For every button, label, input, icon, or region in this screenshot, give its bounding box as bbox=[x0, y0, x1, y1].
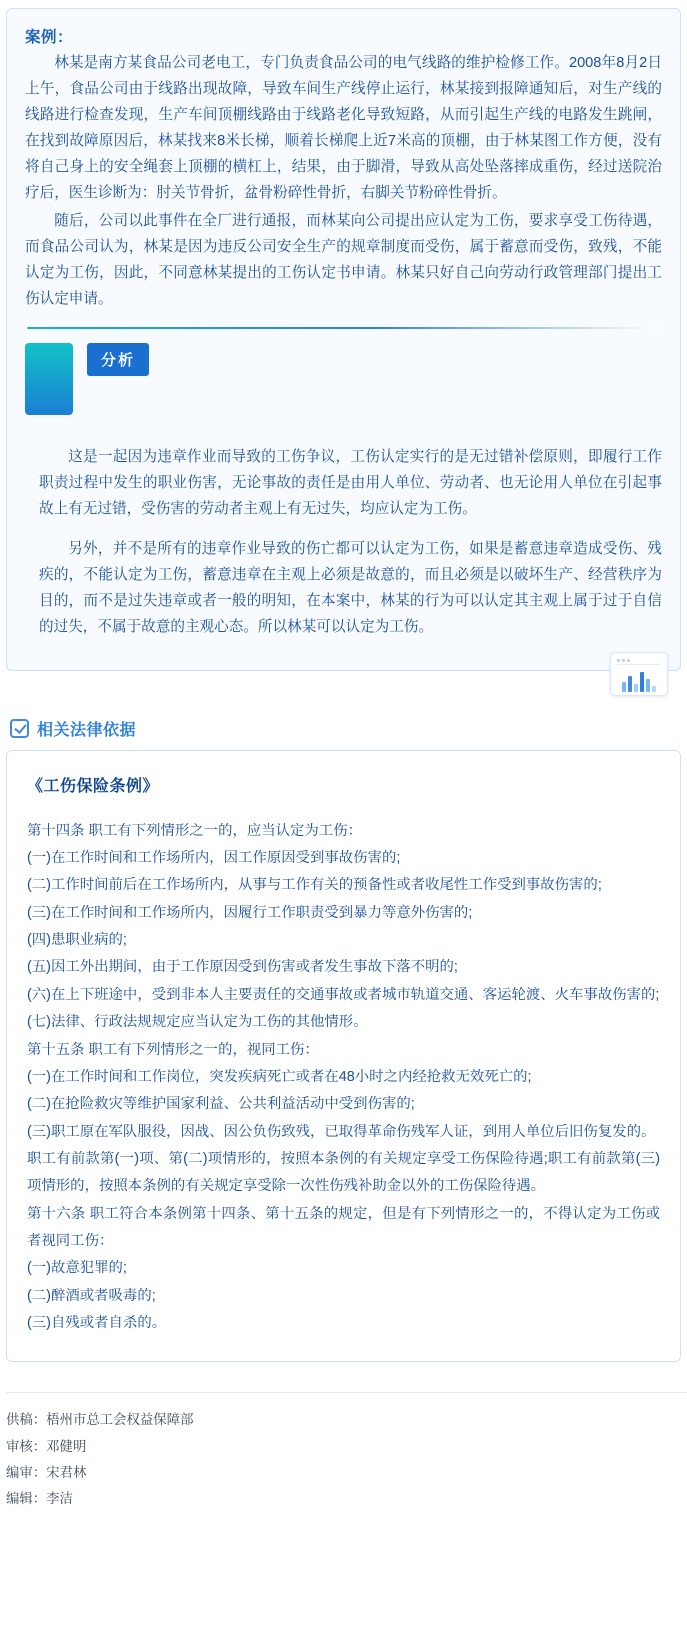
law-line: 第十五条 职工有下列情形之一的，视同工伤： bbox=[27, 1041, 319, 1058]
legal-card bbox=[6, 750, 681, 1363]
case-title: 案例： bbox=[25, 29, 74, 46]
analysis-paragraph: 另外，并不是所有的违章作业导致的伤亡都可以认定为工伤，如果是蓄意违章造成受伤、残疾的，不能认定为工伤，蓄意违章在主观上必须是故意的，而且必须是以破坏生产、经营秩序为目的，而不是过失违章或者一般的明知，在本案中，林某的行为可以认定其主观上属于过于自信的过失，不属于故意的主观心态。所以林某可以认定为工伤。 bbox=[39, 541, 662, 636]
legal-section-title: 相关法律依据 bbox=[37, 721, 137, 739]
law-line: (二)醉酒或者吸毒的; bbox=[27, 1287, 156, 1304]
chart-thumbnail-header bbox=[617, 658, 661, 665]
law-line: (一)在工作时间和工作场所内，因工作原因受到事故伤害的; bbox=[27, 850, 401, 867]
law-title: 《工伤保险条例》 bbox=[27, 777, 160, 795]
dot-icon bbox=[622, 659, 625, 662]
footer-line: 编审：宋君林 bbox=[6, 1464, 87, 1480]
law-line: (一)在工作时间和工作岗位，突发疾病死亡或者在48小时之内经抢救无效死亡的; bbox=[27, 1068, 532, 1085]
chart-bar bbox=[628, 676, 632, 692]
law-line: (七)法律、行政法规规定应当认定为工伤的其他情形。 bbox=[27, 1014, 368, 1031]
chart-bar bbox=[652, 686, 656, 692]
law-line: (五)因工外出期间，由于工作原因受到伤害或者发生事故下落不明的; bbox=[27, 959, 458, 976]
footer-line: 编辑：李洁 bbox=[6, 1490, 73, 1506]
chart-bar bbox=[634, 684, 638, 692]
law-line: (一)故意犯罪的; bbox=[27, 1260, 127, 1277]
analysis-paragraph: 这是一起因为违章作业而导致的工伤争议，工伤认定实行的是无过错补偿原则，即履行工作职责过程中发生的职业伤害，无论事故的责任是由用人单位、劳动者、也无论用人单位在引起事故上有无过错，受伤害的劳动者主观上有无过失，均应认定为工伤。 bbox=[39, 448, 662, 517]
case-card bbox=[6, 8, 681, 671]
law-line: (六)在上下班途中，受到非本人主要责任的交通事故或者城市轨道交通、客运轮渡、火车事故伤害的; bbox=[27, 986, 660, 1003]
section-divider bbox=[27, 327, 660, 329]
check-square-icon bbox=[10, 719, 29, 738]
footer-line: 供稿：梧州市总工会权益保障部 bbox=[6, 1412, 194, 1428]
chart-bar bbox=[646, 679, 650, 692]
law-line: (四)患职业病的; bbox=[27, 932, 127, 949]
case-paragraph: 林某是南方某食品公司老电工，专门负责食品公司的电气线路的维护检修工作。2008年8月2日上午，食品公司由于线路出现故障，导致车间生产线停止运行，林某接到报障通知后，对生产线的线路进行检查发现，生产车间顶棚线路由于线路老化导致短路，从而引起生产线的电路发生跳闸，在找到故障原因后，林某找来8米长梯，顺着长梯爬上近7米高的顶棚，由于林某图工作方便，没有将自己身上的安全绳套上顶棚的横杠上，结果，由于脚滑，导致从高处坠落摔成重伤，经过送院治疗后，医生诊断为：肘关节骨折，盆骨粉碎性骨折，右脚关节粉碎性骨折。 bbox=[25, 55, 662, 201]
law-line: 职工有前款第(一)项、第(二)项情形的，按照本条例的有关规定享受工伤保险待遇;职工有前款第(三)项情形的，按照本条例的有关规定享受除一次性伤残补助金以外的工伤保险待遇。 bbox=[27, 1150, 660, 1195]
analysis-header bbox=[73, 343, 662, 415]
law-text-body bbox=[27, 818, 660, 1338]
chart-bars bbox=[617, 670, 661, 692]
dot-icon bbox=[627, 659, 630, 662]
law-line: 第十四条 职工有下列情形之一的，应当认定为工伤： bbox=[27, 822, 362, 839]
law-line: (二)在抢险救灾等维护国家利益、公共利益活动中受到伤害的; bbox=[27, 1096, 415, 1113]
chart-thumbnail-icon bbox=[610, 652, 668, 696]
dot-icon bbox=[617, 659, 620, 662]
chart-bar bbox=[640, 672, 644, 692]
chart-bar bbox=[622, 682, 626, 692]
law-line: (三)职工原在军队服役，因战、因公负伤致残，已取得革命伤残军人证，到用人单位后旧伤复发的。 bbox=[27, 1123, 656, 1140]
footer-line: 审核：邓健明 bbox=[6, 1438, 87, 1454]
case-paragraph: 随后，公司以此事件在全厂进行通报，而林某向公司提出应认定为工伤，要求享受工伤待遇，而食品公司认为，林某是因为违反公司安全生产的规章制度而受伤，属于蓄意而受伤，致残，不能认定为工伤，因此，不同意林某提出的工伤认定书申请。林某只好自己向劳动行政管理部门提出工伤认定申请。 bbox=[25, 212, 662, 307]
law-line: 第十六条 职工符合本条例第十四条、第十五条的规定，但是有下列情形之一的，不得认定为工伤或者视同工伤： bbox=[27, 1205, 660, 1250]
analysis-tag: 分析 bbox=[87, 343, 149, 376]
law-line: (三)在工作时间和工作场所内，因履行工作职责受到暴力等意外伤害的; bbox=[27, 904, 473, 921]
law-line: (二)工作时间前后在工作场所内，从事与工作有关的预备性或者收尾性工作受到事故伤害的; bbox=[27, 877, 602, 894]
footer bbox=[6, 1392, 687, 1512]
analysis-body bbox=[25, 445, 662, 641]
analysis-accent-bar bbox=[25, 343, 73, 415]
law-line: (三)自残或者自杀的。 bbox=[27, 1315, 167, 1332]
legal-section-header bbox=[10, 717, 679, 740]
footer-credits bbox=[6, 1407, 687, 1512]
analysis-block bbox=[25, 343, 662, 415]
